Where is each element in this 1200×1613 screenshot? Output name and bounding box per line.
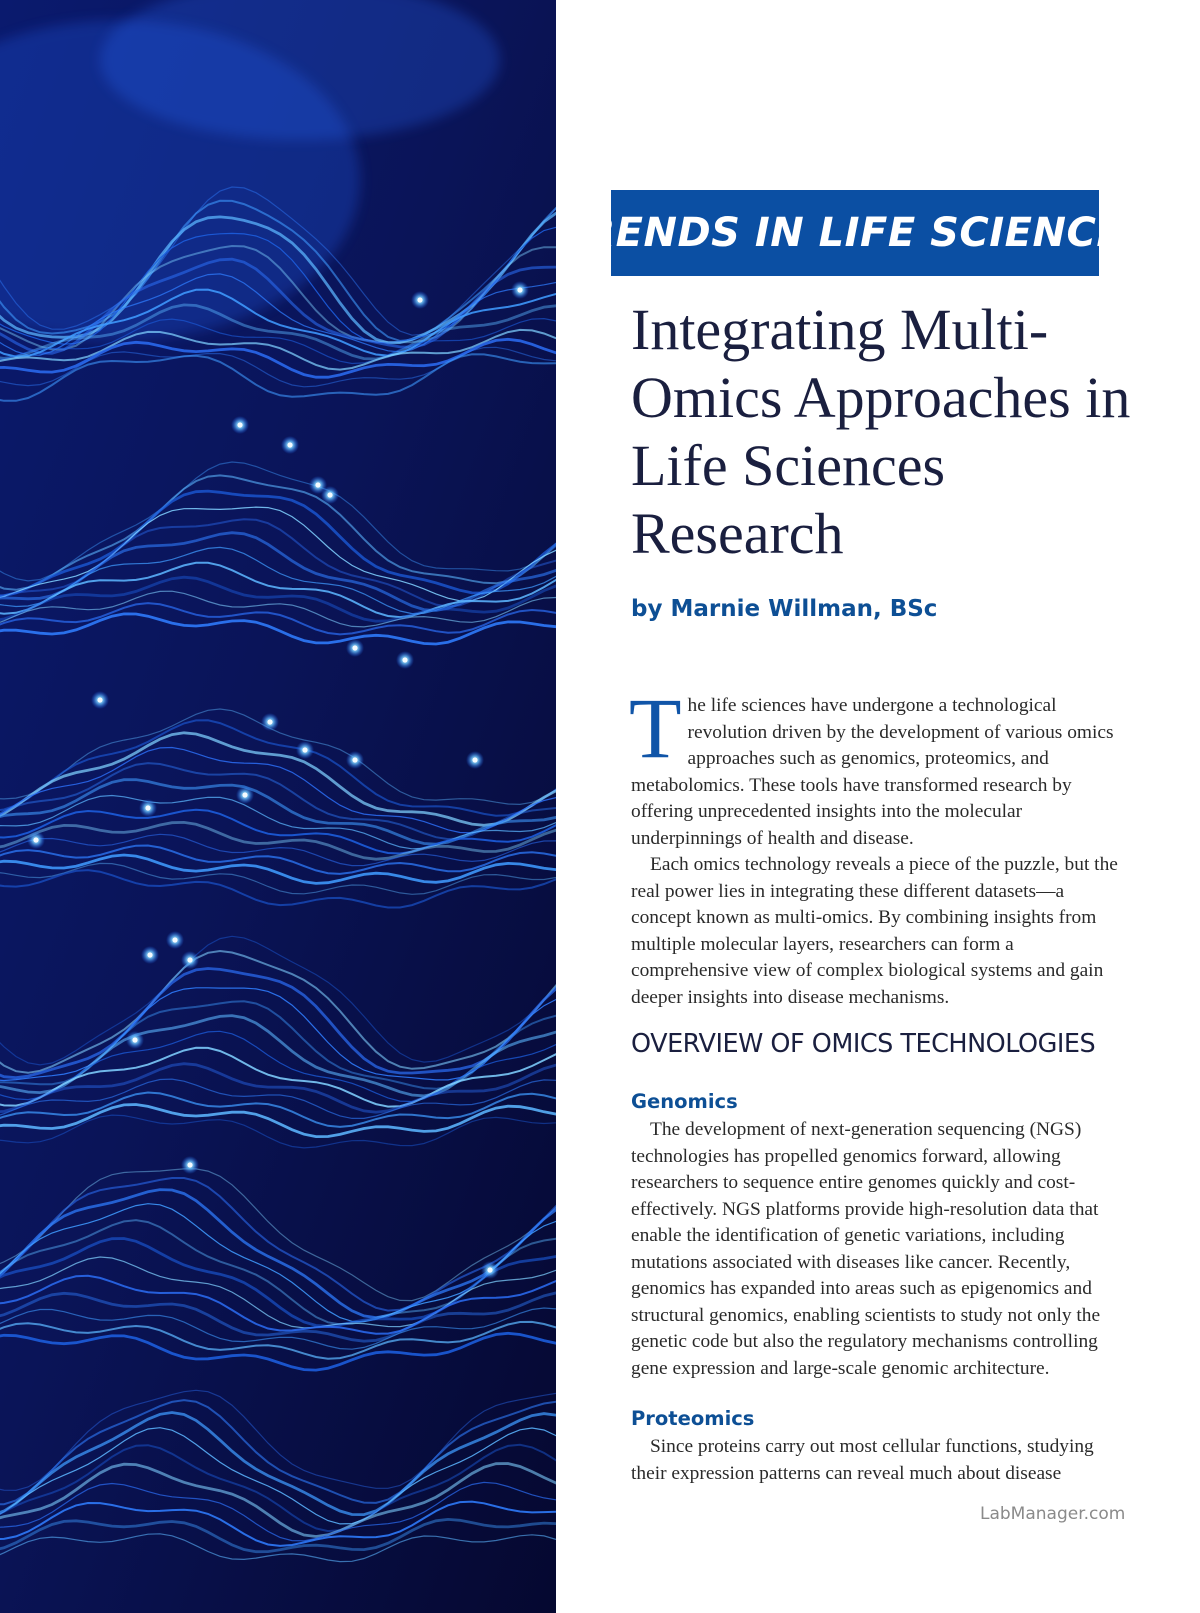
light-point-core xyxy=(302,747,307,752)
light-point-core xyxy=(517,287,522,292)
light-point-core xyxy=(237,422,242,427)
section-banner xyxy=(556,190,1154,276)
hero-image xyxy=(0,0,556,1613)
light-point-core xyxy=(33,837,38,842)
article-byline: by Marnie Willman, BSc xyxy=(631,596,938,622)
footer-site-name: LabManager.com xyxy=(980,1504,1126,1524)
light-point-core xyxy=(267,719,272,724)
light-point-core xyxy=(145,805,150,810)
light-point-core xyxy=(97,697,102,702)
light-point-core xyxy=(147,952,152,957)
light-point-core xyxy=(187,1162,192,1167)
light-point-core xyxy=(352,757,357,762)
light-point-core xyxy=(242,792,247,797)
section-heading: OVERVIEW OF OMICS TECHNOLOGIES xyxy=(631,1029,1096,1059)
light-point-core xyxy=(172,937,177,942)
light-point-core xyxy=(187,957,192,962)
light-point-core xyxy=(315,482,320,487)
light-point-core xyxy=(487,1267,492,1272)
proteomics-heading: Proteomics xyxy=(631,1407,755,1430)
paragraph-multi-omics: Each omics technology reveals a piece of the puzzle, but the real power lies in integrating these different datasets—a concept known as multi-omics. By combining insights from multiple molecular layers, researchers can form a comprehensive view of complex biological systems and gain deeper insights into disease mechanisms. xyxy=(631,854,1118,1008)
article-title: Integrating Multi-Omics Approaches in Life Sciences Research xyxy=(631,297,1131,566)
genomics-paragraph: The development of next-generation sequencing (NGS) technologies has propelled genomics forward, allowing researchers to sequence entire genomes quickly and cost-effectively. NGS platforms provide high-resolution data that enable the identification of genetic variations, including mutations associated with diseases like cancer. Recently, genomics has expanded into areas such as epigenomics and structural genomics, enabling scientists to study not only the genetic code but also the regulatory mechanisms controlling gene expression and large-scale genomic architecture. xyxy=(631,1119,1101,1379)
intro-paragraph xyxy=(629,680,1127,852)
light-point-core xyxy=(402,657,407,662)
section-banner-label: TRENDS IN LIFE SCIENCES xyxy=(556,210,1154,256)
light-point-core xyxy=(352,645,357,650)
drop-cap: T xyxy=(629,680,682,776)
genomics-heading: Genomics xyxy=(631,1090,738,1113)
light-point-core xyxy=(417,297,422,302)
intro-text: he life sciences have undergone a technological revolution driven by the development of various omics approaches such as genomics, proteomics, and metabolomics. These tools have transformed research by offering unprecedented insights into the molecular underpinnings of health and disease. xyxy=(631,695,1114,849)
light-point-core xyxy=(132,1037,137,1042)
light-point-core xyxy=(472,757,477,762)
proteomics-paragraph: Since proteins carry out most cellular functions, studying their expression patterns can reveal much about disease xyxy=(631,1436,1094,1484)
light-point-core xyxy=(327,492,332,497)
light-point-core xyxy=(287,442,292,447)
